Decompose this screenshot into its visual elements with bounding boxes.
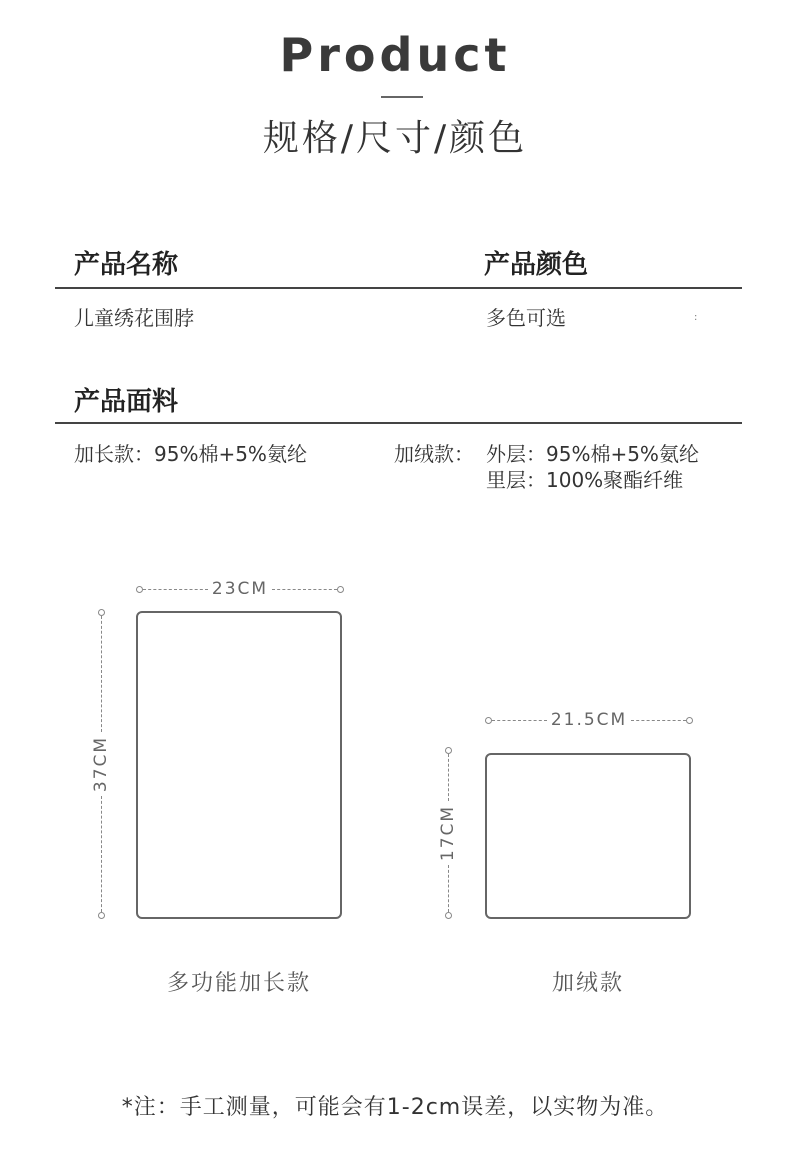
dimension-endpoint xyxy=(445,747,452,754)
section-divider-name xyxy=(55,287,742,289)
dimension-line xyxy=(101,616,102,732)
page-title-english: Product xyxy=(279,28,511,82)
section-divider-fabric xyxy=(55,422,742,424)
dimension-endpoint xyxy=(98,609,105,616)
fabric-fleece-inner: 里层：100%聚酯纤维 xyxy=(486,468,684,492)
fabric-long-value: 加长款：95%棉+5%氨纶 xyxy=(74,442,307,466)
dimension-endpoint xyxy=(337,586,344,593)
dimension-endpoint xyxy=(445,912,452,919)
fabric-fleece-outer: 外层：95%棉+5%氨纶 xyxy=(486,442,699,466)
fleece-width-dimension xyxy=(485,711,693,729)
dimension-line xyxy=(448,754,449,801)
dimension-line xyxy=(101,796,102,912)
dimension-line xyxy=(631,720,686,721)
fleece-height-label: 17CM xyxy=(438,804,458,862)
measurement-note: *注：手工测量，可能会有1-2cm误差，以实物为准。 xyxy=(121,1095,669,1120)
page-title-chinese: 规格/尺寸/颜色 xyxy=(262,118,528,159)
long-height-dimension xyxy=(91,609,111,919)
long-width-label: 23CM xyxy=(211,579,269,599)
fleece-scarf-outline xyxy=(485,753,691,919)
dimension-line xyxy=(492,720,547,721)
long-caption: 多功能加长款 xyxy=(166,971,311,996)
dimension-line xyxy=(143,589,208,590)
stray-mark: : xyxy=(694,312,698,323)
dimension-endpoint xyxy=(686,717,693,724)
title-divider xyxy=(381,96,423,98)
product-color-heading: 产品颜色 xyxy=(484,250,589,280)
fleece-height-dimension xyxy=(438,747,458,919)
dimension-line xyxy=(448,865,449,912)
dimension-endpoint xyxy=(136,586,143,593)
long-scarf-outline xyxy=(136,611,342,919)
dimension-endpoint xyxy=(485,717,492,724)
long-height-label: 37CM xyxy=(91,735,111,793)
long-width-dimension xyxy=(136,580,344,598)
product-fabric-heading: 产品面料 xyxy=(74,387,179,417)
product-name-value: 儿童绣花围脖 xyxy=(74,306,194,330)
dimension-endpoint xyxy=(98,912,105,919)
fleece-width-label: 21.5CM xyxy=(550,710,628,730)
dimension-line xyxy=(272,589,337,590)
fabric-fleece-label: 加绒款： xyxy=(394,442,474,466)
product-color-value: 多色可选 xyxy=(486,306,566,330)
product-name-heading: 产品名称 xyxy=(74,250,179,280)
fleece-caption: 加绒款 xyxy=(551,971,624,996)
